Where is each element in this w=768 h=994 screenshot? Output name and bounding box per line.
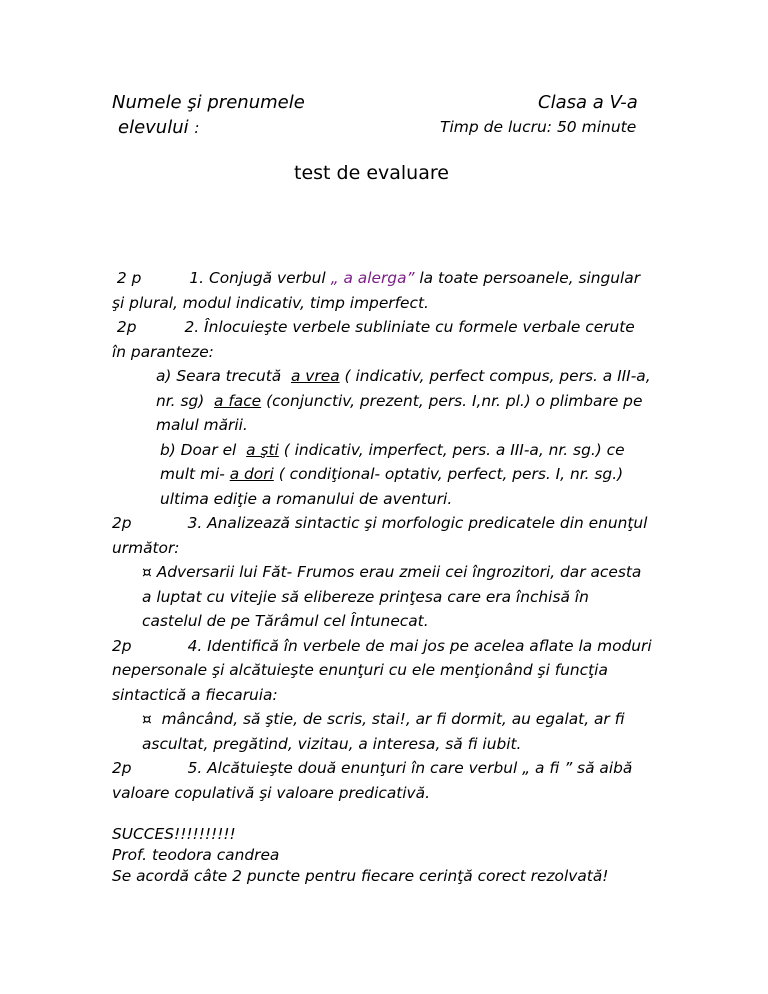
q4-text: 4. Identifică în verbele de mai jos pe acelea aflate la moduri nepersonale şi alcătuieşte enunţuri cu ele menţionând şi funcţia sintactică a fiecaruia:	[112, 636, 652, 704]
q5-text: 5. Alcătuieşte două enunţuri în care verbul „ a fi ” să aibă valoare copulativă şi valoare predicativă.	[112, 759, 633, 802]
q2a-text-2: ( indicativ, perfect compus, pers. a III-a, nr. sg)	[156, 367, 651, 410]
q3-sentence: Adversarii lui Făt- Frumos erau zmeii cei îngrozitori, dar acesta a luptat cu vitejie să elibereze prinţesa care era închisă în castelul de pe Tărâmul cel Întunecat.	[142, 563, 642, 630]
question-3	[112, 511, 652, 560]
q2b-verb-1: a şti	[246, 440, 279, 459]
q4-points: 2p	[112, 636, 132, 655]
question-5	[112, 756, 652, 805]
question-2b	[112, 438, 652, 512]
footer-block	[112, 824, 672, 887]
q2a-text-1: a) Seara trecută	[156, 367, 282, 385]
q2b-text-1: b) Doar el	[160, 440, 237, 459]
q3-points: 2p	[112, 514, 132, 532]
q1-points: 2 p	[116, 269, 142, 287]
q5-points: 2p	[112, 759, 132, 777]
q2a-text-3: (conjunctiv, prezent, pers. I,nr. pl.) o plimbare pe malul mării.	[156, 391, 643, 434]
q3-text: 3. Analizează sintactic şi morfologic predicatele din enunţul următor:	[112, 514, 648, 557]
q1-verb: „ a alerga”	[330, 269, 415, 287]
time-label: Timp de lucru: 50 minute	[440, 118, 637, 136]
q1-text-1: 1. Conjugă verbul	[189, 269, 326, 287]
succes-text: SUCCES!!!!!!!!!!	[112, 825, 236, 843]
bullet-icon: ¤	[142, 710, 152, 728]
question-4	[112, 634, 652, 708]
name-label-line-1: Numele şi prenumele	[112, 92, 305, 113]
scoring-note: Se acordă câte 2 puncte pentru fiecare cerinţă corect rezolvată!	[112, 867, 609, 885]
questions-block	[112, 266, 652, 805]
q2-text: 2. Înlocuieşte verbele subliniate cu formele verbale cerute în paranteze:	[112, 318, 635, 361]
q2a-verb-1: a vrea	[290, 367, 340, 385]
name-label-elevului: elevului	[118, 117, 189, 138]
q1-text-2: la toate persoanele, singular şi plural, modul indicativ, timp imperfect.	[112, 269, 641, 312]
class-label: Clasa a V-a	[538, 92, 638, 113]
q2-points: 2p	[116, 318, 137, 336]
page-title: test de evaluare	[294, 162, 449, 184]
question-2	[112, 315, 652, 364]
name-label-colon: :	[194, 119, 200, 137]
question-4-list	[112, 707, 652, 756]
question-1	[112, 266, 652, 315]
q2b-text-2: ( indicativ, imperfect, pers. a III-a, nr. sg.) ce mult mi-	[160, 440, 625, 483]
name-label-line-2	[118, 117, 199, 138]
bullet-icon: ¤	[142, 563, 152, 581]
q2b-text-3: ( condiţional- optativ, perfect, pers. I, nr. sg.) ultima ediţie a romanului de aventuri.	[160, 465, 624, 508]
teacher-name: Prof. teodora candrea	[112, 846, 280, 864]
question-2a	[112, 364, 652, 438]
question-3-sentence	[112, 560, 652, 634]
q2a-verb-2: a face	[214, 391, 262, 410]
q2b-verb-2: a dori	[229, 465, 274, 483]
q4-list: mâncând, să ştie, de scris, stai!, ar fi dormit, au egalat, ar fi ascultat, pregătind, vizitau, a interesa, să fi iubit.	[142, 710, 625, 753]
